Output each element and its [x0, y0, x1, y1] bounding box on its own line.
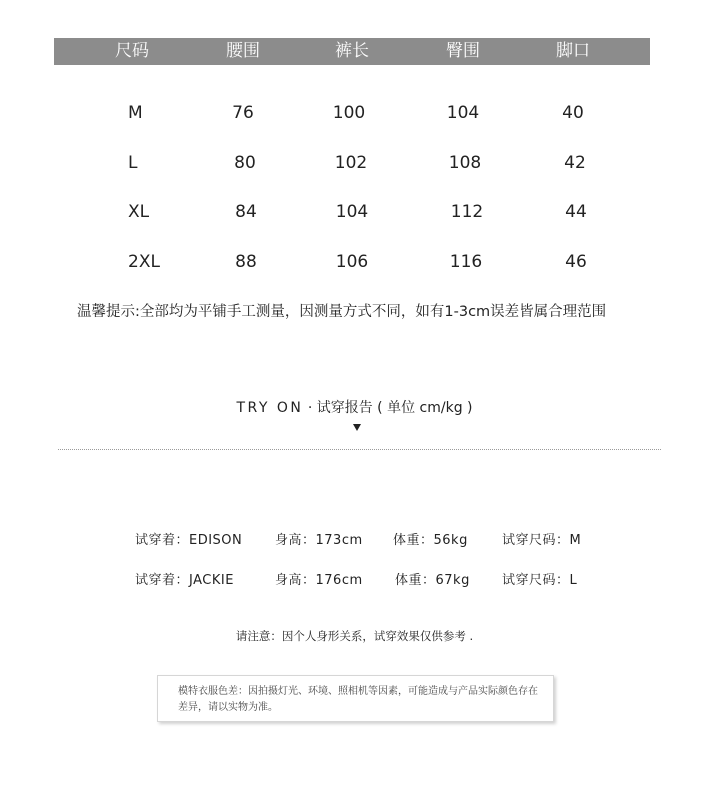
- model-size: 试穿尺码：L: [502, 573, 578, 588]
- hip-cell: 112: [450, 202, 484, 222]
- header-waist: 腰围: [226, 41, 260, 61]
- model-height: 身高：173cm: [275, 533, 363, 548]
- color-disclaimer-box: [157, 675, 554, 722]
- size-cell: XL: [128, 202, 150, 222]
- size-row: [0, 250, 709, 274]
- header-leg-opening: 脚口: [556, 41, 590, 61]
- leg-opening-cell: 40: [562, 103, 584, 123]
- length-cell: 104: [335, 202, 369, 222]
- model-size: 试穿尺码：M: [502, 533, 582, 548]
- size-cell: M: [128, 103, 143, 123]
- size-table-header: [54, 38, 650, 65]
- hip-cell: 108: [448, 153, 482, 173]
- size-cell: 2XL: [128, 252, 160, 272]
- leg-opening-cell: 44: [565, 202, 587, 222]
- size-row: [0, 151, 709, 175]
- size-cell: L: [128, 153, 138, 173]
- try-on-title-en: TRY ON: [236, 400, 304, 416]
- try-on-title: [0, 398, 709, 418]
- try-on-notice: 请注意：因个人身形关系，试穿效果仅供参考 .: [235, 629, 474, 643]
- model-name: 试穿着：JACKIE: [135, 573, 234, 588]
- hip-cell: 104: [446, 103, 480, 123]
- leg-opening-cell: 42: [564, 153, 586, 173]
- dotted-divider: [58, 449, 661, 450]
- waist-cell: 80: [234, 153, 256, 173]
- model-weight: 体重：67kg: [395, 573, 470, 588]
- leg-opening-cell: 46: [565, 252, 587, 272]
- measurement-tip: 温馨提示:全部均为平铺手工测量，因测量方式不同，如有1-3cm误差皆属合理范围: [77, 304, 607, 320]
- model-height: 身高：176cm: [275, 573, 363, 588]
- length-cell: 102: [334, 153, 368, 173]
- try-on-row: [0, 571, 709, 591]
- try-on-title-cn: 试穿报告 ( 单位 cm/kg ): [316, 400, 473, 416]
- model-weight: 体重：56kg: [393, 533, 468, 548]
- waist-cell: 88: [235, 252, 257, 272]
- header-length: 裤长: [335, 41, 369, 61]
- size-row: [0, 200, 709, 224]
- color-disclaimer-text: 模特衣服色差：因拍摄灯光、环境、照相机等因素，可能造成与产品实际颜色存在差异，请以实物为准。: [178, 686, 538, 713]
- size-row: [0, 101, 709, 125]
- header-hip: 臀围: [446, 41, 480, 61]
- length-cell: 100: [332, 103, 366, 123]
- length-cell: 106: [335, 252, 369, 272]
- try-on-row: [0, 531, 709, 551]
- header-size: 尺码: [115, 41, 149, 61]
- down-arrow-icon: [353, 424, 361, 431]
- try-on-title-separator: ·: [303, 400, 317, 416]
- waist-cell: 84: [235, 202, 257, 222]
- waist-cell: 76: [232, 103, 254, 123]
- hip-cell: 116: [449, 252, 483, 272]
- model-name: 试穿着：EDISON: [135, 533, 243, 548]
